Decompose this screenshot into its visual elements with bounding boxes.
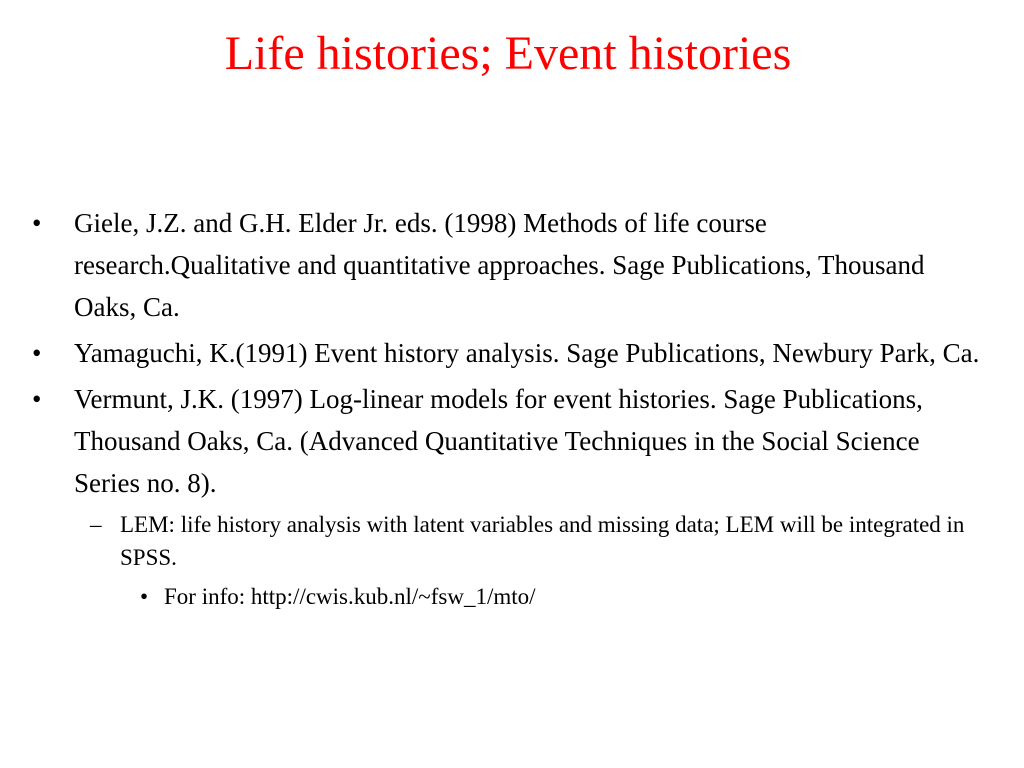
bullet-text: Yamaguchi, K.(1991) Event history analysis. Sage Publications, Newbury Park, Ca.	[74, 338, 980, 368]
dash-marker: –	[90, 512, 102, 537]
slide-title: Life histories; Event histories	[224, 27, 792, 80]
sub-bullet-item-lem	[30, 508, 990, 574]
sub-bullet-text: LEM: life history analysis with latent variables and missing data; LEM will be integrated in SPSS.	[120, 512, 965, 570]
bullet-marker: •	[32, 384, 42, 414]
slide-body	[30, 202, 990, 613]
bullet-item-yamaguchi	[30, 332, 990, 374]
info-link-text: For info: http://cwis.kub.nl/~fsw_1/mto/	[164, 584, 536, 609]
bullet-marker: •	[32, 338, 42, 368]
bullet-marker: •	[140, 584, 149, 609]
bullet-item-giele	[30, 202, 990, 328]
bullet-text: Giele, J.Z. and G.H. Elder Jr. eds. (1998) Methods of life course research.Qualitative and quantitative approaches. Sage Publications, Thousand Oaks, Ca.	[74, 208, 925, 322]
bullet-text: Vermunt, J.K. (1997) Log-linear models for event histories. Sage Publications, Thousand Oaks, Ca. (Advanced Quantitative Techniques in the Social Science Series no. 8).	[74, 384, 923, 498]
sub-sub-bullet-item-info	[30, 580, 990, 613]
bullet-marker: •	[32, 208, 42, 238]
bullet-item-vermunt	[30, 378, 990, 504]
